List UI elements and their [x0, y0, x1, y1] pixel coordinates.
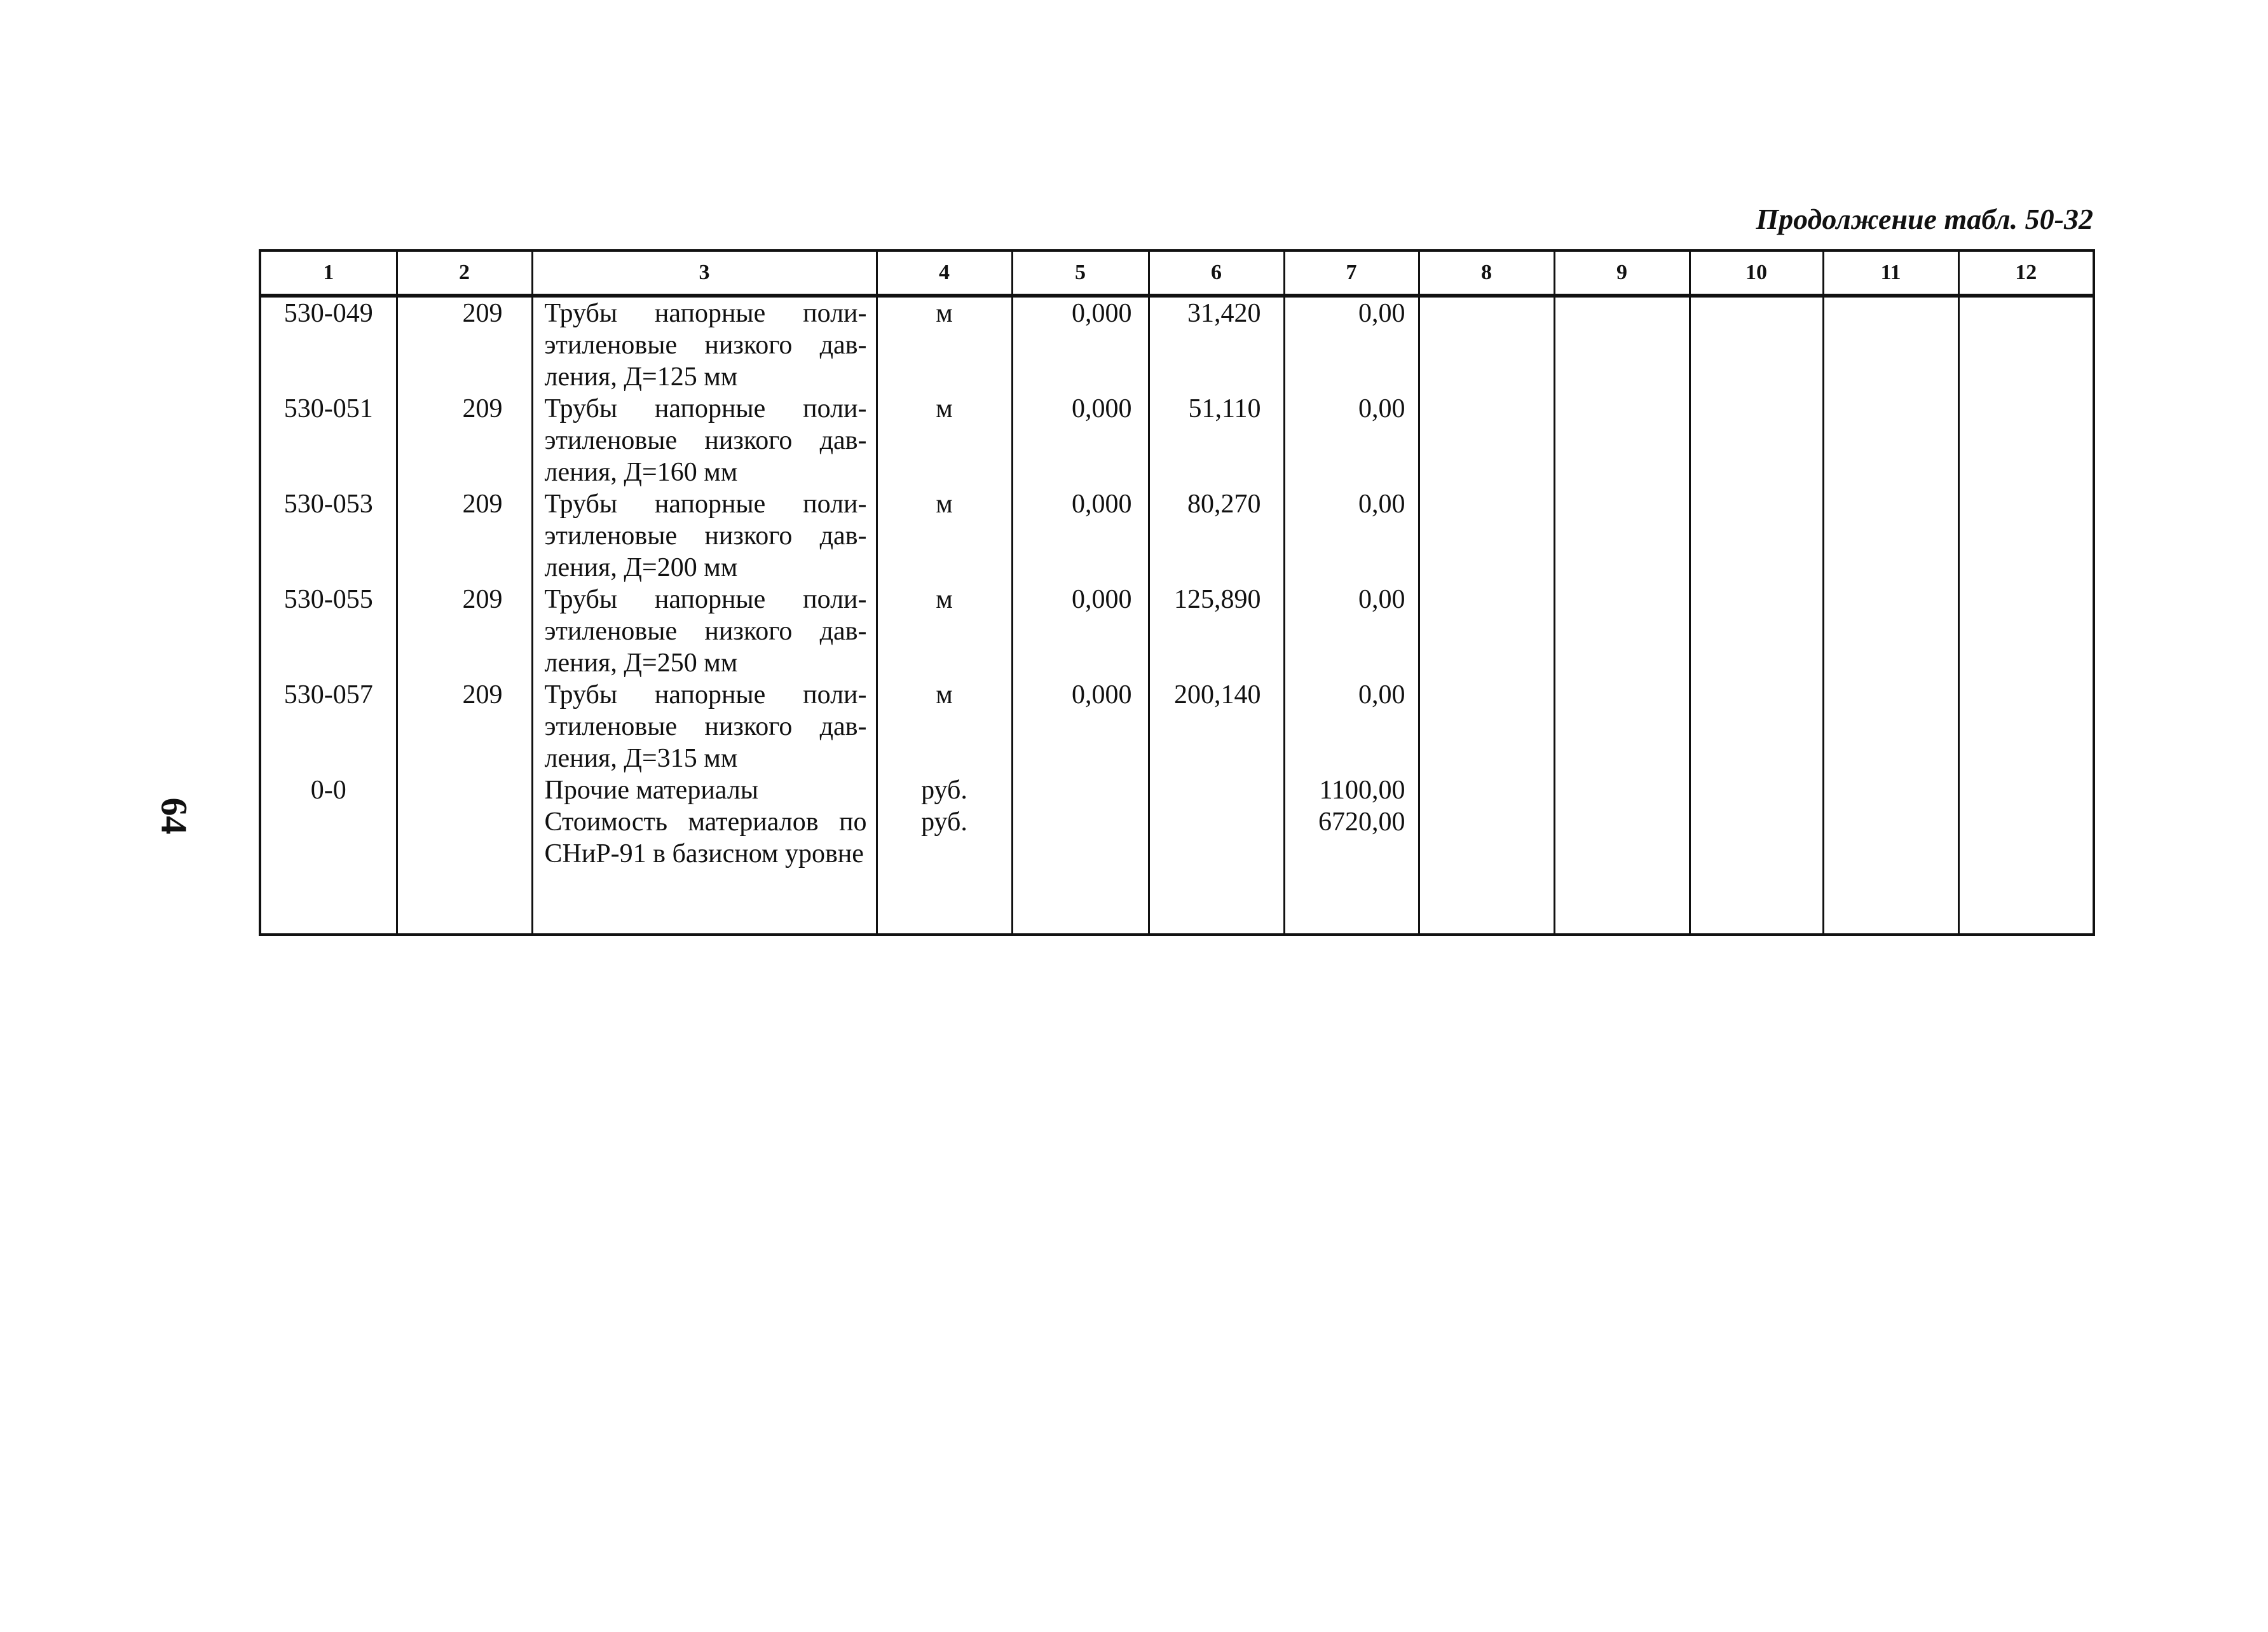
cell-group: 209 [397, 393, 532, 488]
cell-col6 [1149, 806, 1284, 870]
cell-group [397, 806, 532, 870]
column-header: 4 [877, 250, 1012, 296]
cell-group: 209 [397, 296, 532, 393]
cell-group: 209 [397, 488, 532, 584]
cell-col6 [1149, 774, 1284, 806]
cell-unit: руб. [877, 806, 1012, 870]
cell-empty [397, 870, 532, 935]
cell-code: 530-049 [260, 296, 397, 393]
cell-empty [1554, 870, 1690, 935]
cell-empty [1554, 393, 1690, 488]
cell-name: Стоимость материалов по СНиР-91 в базисном уровне [532, 806, 877, 870]
cell-empty [1823, 806, 1958, 870]
cell-empty [1012, 870, 1149, 935]
cell-name: Трубы напорные поли-этиленовые низкого дав-ления, Д=200 мм [532, 488, 877, 584]
cell-empty [1690, 393, 1823, 488]
column-header: 7 [1284, 250, 1419, 296]
cell-empty [1823, 488, 1958, 584]
cell-col7: 0,00 [1284, 679, 1419, 774]
cell-empty [1690, 679, 1823, 774]
cell-code: 530-057 [260, 679, 397, 774]
cell-empty [1690, 774, 1823, 806]
cell-col5: 0,000 [1012, 393, 1149, 488]
table-row [260, 488, 2094, 584]
cell-empty [1958, 393, 2094, 488]
column-header: 2 [397, 250, 532, 296]
cell-col7: 6720,00 [1284, 806, 1419, 870]
cell-empty [1823, 393, 1958, 488]
cell-col7: 0,00 [1284, 296, 1419, 393]
cell-empty [1554, 774, 1690, 806]
table-row [260, 806, 2094, 870]
column-header: 10 [1690, 250, 1823, 296]
cell-empty [1419, 393, 1554, 488]
cell-empty [1419, 488, 1554, 584]
column-header: 9 [1554, 250, 1690, 296]
cell-empty [877, 870, 1012, 935]
table-caption: Продолжение табл. 50-32 [1756, 203, 2093, 235]
table-row [260, 679, 2094, 774]
cell-empty [532, 870, 877, 935]
cell-empty [1554, 296, 1690, 393]
header-row [260, 250, 2094, 296]
cell-empty [1554, 584, 1690, 679]
cell-col6: 200,140 [1149, 679, 1284, 774]
cell-empty [1690, 584, 1823, 679]
cell-empty [1958, 806, 2094, 870]
cell-col5: 0,000 [1012, 679, 1149, 774]
cell-empty [1690, 296, 1823, 393]
cell-group: 209 [397, 679, 532, 774]
column-header: 1 [260, 250, 397, 296]
cell-col6: 51,110 [1149, 393, 1284, 488]
cell-empty [1823, 584, 1958, 679]
cell-empty [1958, 584, 2094, 679]
cell-empty [1958, 679, 2094, 774]
table-row [260, 296, 2094, 393]
cell-unit: м [877, 679, 1012, 774]
cell-code [260, 806, 397, 870]
cell-col6: 80,270 [1149, 488, 1284, 584]
cell-col5: 0,000 [1012, 584, 1149, 679]
table-filler-row [260, 870, 2094, 935]
cell-empty [1958, 774, 2094, 806]
cell-empty [1958, 488, 2094, 584]
table-row [260, 393, 2094, 488]
cell-col7: 0,00 [1284, 488, 1419, 584]
cell-unit: м [877, 296, 1012, 393]
cell-empty [1823, 774, 1958, 806]
cell-group [397, 774, 532, 806]
column-header: 5 [1012, 250, 1149, 296]
cell-empty [1690, 806, 1823, 870]
cell-empty [1823, 296, 1958, 393]
cell-empty [1823, 679, 1958, 774]
cell-col6: 31,420 [1149, 296, 1284, 393]
cell-empty [1419, 584, 1554, 679]
cell-code: 530-055 [260, 584, 397, 679]
cell-empty [1419, 774, 1554, 806]
cell-empty [1554, 679, 1690, 774]
cell-empty [1690, 488, 1823, 584]
page-number: 64 [153, 797, 195, 835]
cell-empty [1419, 679, 1554, 774]
cell-col7: 0,00 [1284, 393, 1419, 488]
column-header: 11 [1823, 250, 1958, 296]
cell-unit: м [877, 584, 1012, 679]
cell-col5 [1012, 806, 1149, 870]
cell-unit: руб. [877, 774, 1012, 806]
column-header: 3 [532, 250, 877, 296]
cell-col5: 0,000 [1012, 296, 1149, 393]
cell-empty [1554, 488, 1690, 584]
cell-empty [1149, 870, 1284, 935]
cell-empty [1958, 296, 2094, 393]
cell-col5: 0,000 [1012, 488, 1149, 584]
cell-name: Прочие материалы [532, 774, 877, 806]
cell-code: 530-053 [260, 488, 397, 584]
table-row [260, 774, 2094, 806]
cell-empty [260, 870, 397, 935]
column-header: 6 [1149, 250, 1284, 296]
cell-name: Трубы напорные поли-этиленовые низкого дав-ления, Д=160 мм [532, 393, 877, 488]
materials-table [259, 249, 2095, 936]
cell-name: Трубы напорные поли-этиленовые низкого дав-ления, Д=315 мм [532, 679, 877, 774]
cell-col6: 125,890 [1149, 584, 1284, 679]
column-header: 8 [1419, 250, 1554, 296]
cell-name: Трубы напорные поли-этиленовые низкого дав-ления, Д=250 мм [532, 584, 877, 679]
cell-empty [1419, 806, 1554, 870]
cell-unit: м [877, 393, 1012, 488]
cell-col7: 1100,00 [1284, 774, 1419, 806]
cell-unit: м [877, 488, 1012, 584]
cell-empty [1284, 870, 1419, 935]
cell-empty [1823, 870, 1958, 935]
cell-empty [1419, 296, 1554, 393]
cell-group: 209 [397, 584, 532, 679]
cell-empty [1690, 870, 1823, 935]
cell-empty [1958, 870, 2094, 935]
cell-col7: 0,00 [1284, 584, 1419, 679]
cell-code: 0-0 [260, 774, 397, 806]
cell-name: Трубы напорные поли-этиленовые низкого дав-ления, Д=125 мм [532, 296, 877, 393]
cell-empty [1554, 806, 1690, 870]
cell-empty [1419, 870, 1554, 935]
cell-col5 [1012, 774, 1149, 806]
table-row [260, 584, 2094, 679]
column-header: 12 [1958, 250, 2094, 296]
cell-code: 530-051 [260, 393, 397, 488]
